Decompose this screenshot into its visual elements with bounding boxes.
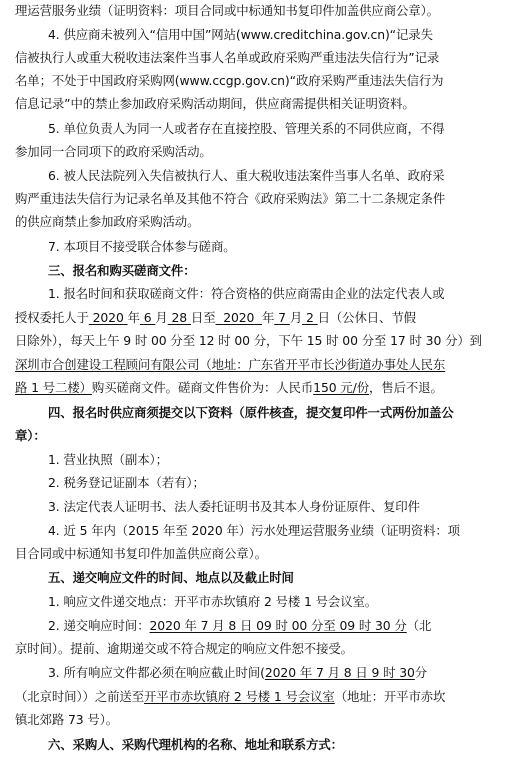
list-item: 1. 营业执照（副本）； xyxy=(48,452,168,467)
text-run: ，售后不退。 xyxy=(369,380,443,395)
section-heading: 六、采购人、采购代理机构的名称、地址和联系方式： xyxy=(48,737,343,752)
paragraph-line: 镇北郊路 73 号）。 xyxy=(15,712,119,727)
section-heading: 四、报名时供应商须提交以下资料（原件核查，提交复印件一式两份加盖公 xyxy=(48,405,454,420)
underlined-date-year xyxy=(89,310,128,325)
underlined-price: 150 元/份 xyxy=(313,380,370,395)
paragraph-line: 名单；不处于中国政府采购网(www.ccgp.gov.cn)“政府采购严重违法失信行为 xyxy=(15,73,444,88)
paragraph-line xyxy=(15,689,445,705)
text-run: 分 xyxy=(414,665,428,680)
list-item xyxy=(48,618,431,634)
paragraph-line: 4. 供应商未被列入“信用中国”网站(www.creditchina.gov.cn)“记录失 xyxy=(48,27,433,42)
text-run: （地址：开平市赤坎 xyxy=(334,689,446,704)
section-heading: 五、递交响应文件的时间、地点以及截止时间 xyxy=(48,570,294,585)
date-value: 2020 xyxy=(223,310,255,325)
paragraph-line: 信被执行人或重大税收违法案件当事人名单或政府采购严重违法失信行为”记录 xyxy=(15,50,440,65)
paragraph-line: 京时间）。提前、逾期递交或不符合规定的响应文件恕不接受。 xyxy=(15,641,353,656)
list-item: 4. 近 5 年内（2015 年至 2020 年）污水处理运营服务业绩（证明资料：项 xyxy=(48,523,460,538)
paragraph-line: 理运营服务业绩（证明资料：项目合同或中标通知书复印件加盖供应商公章）。 xyxy=(15,3,439,18)
date-value: 2020 xyxy=(92,310,124,325)
list-item: 1. 响应文件递交地点：开平市赤坎镇府 2 号楼 1 号会议室。 xyxy=(48,594,378,609)
underlined-location: 开平市赤坎镇府 2 号楼 1 号会议室 xyxy=(144,689,335,704)
underlined-date-month xyxy=(140,310,155,325)
underlined-address: 路 1 号二楼） xyxy=(15,380,92,395)
section-heading: 章）： xyxy=(15,428,46,443)
paragraph-line: 6. 被人民法院列入失信被执行人、重大税收违法案件当事人名单、政府采 xyxy=(48,168,445,183)
list-item: 2. 税务登记证副本（若有）； xyxy=(48,475,205,490)
paragraph-line: 1. 报名时间和获取磋商文件：符合资格的供应商需由企业的法定代表人或 xyxy=(48,286,445,301)
date-value: 28 xyxy=(171,310,188,325)
text-run: 3. 所有响应文件都必须在响应截止时间( xyxy=(48,665,265,680)
paragraph-line: 信息记录”中的禁止参加政府采购活动期间，供应商需提供相关证明资料。 xyxy=(15,96,415,111)
text-run: 年 xyxy=(127,310,140,325)
text-run: 年 xyxy=(262,310,275,325)
underlined-date-day xyxy=(168,310,191,325)
text-run: 月 xyxy=(289,310,303,325)
text-run: （北 xyxy=(406,618,432,633)
paragraph-line: 目合同或中标通知书复印件加盖供应商公章）。 xyxy=(15,546,267,561)
text-run: 日（公休日、节假 xyxy=(317,310,416,325)
text-run: 月 xyxy=(155,310,168,325)
paragraph-line: 购严重违法失信行为记录名单及其他不符合《政府采购法》第二十二条规定条件 xyxy=(15,191,446,206)
paragraph-line: 的供应商禁止参加政府采购活动。 xyxy=(15,214,200,229)
date-value: 7 xyxy=(278,310,286,325)
paragraph-line: 7. 本项目不接受联合体参与磋商。 xyxy=(48,239,236,254)
underlined-address-line: 深圳市合创建设工程顾问有限公司（地址：广东省开平市长沙街道办事处人民东 xyxy=(15,357,446,372)
paragraph-line xyxy=(15,310,416,326)
text-run: 授权委托人于 xyxy=(15,310,89,325)
underlined-date-year xyxy=(216,310,263,325)
text-run: 2. 递交响应时间： xyxy=(48,618,150,633)
underlined-date-month xyxy=(274,310,289,325)
underlined-date-day xyxy=(302,310,317,325)
underlined-time: 2020 年 7 月 8 日 09 时 00 分至 09 时 30 分 xyxy=(149,618,407,633)
paragraph-line: 5. 单位负责人为同一人或者存在直接控股、管理关系的不同供应商，不得 xyxy=(48,121,445,136)
paragraph-line: 参加同一合同项下的政府采购活动。 xyxy=(15,144,212,159)
list-item: 3. 法定代表人证明书、法人委托证明书及其本人身份证原件、复印件 xyxy=(48,499,420,514)
list-item xyxy=(48,665,427,681)
date-value: 6 xyxy=(143,310,152,325)
underlined-deadline: 2020 年 7 月 8 日 9 时 30 xyxy=(264,665,415,680)
paragraph-line: 日除外），每天上午 9 时 00 分至 12 时 00 分，下午 15 时 00 分至 17 时 30 分）到 xyxy=(15,333,482,348)
paragraph-line xyxy=(15,380,443,396)
text-run: 日至 xyxy=(190,310,216,325)
date-value: 2 xyxy=(305,310,314,325)
text-run: 购买磋商文件。磋商文件售价为：人民币 xyxy=(91,380,314,395)
text-run: （北京时间））之前送至 xyxy=(15,689,144,704)
section-heading: 三、报名和购买磋商文件： xyxy=(48,263,196,278)
